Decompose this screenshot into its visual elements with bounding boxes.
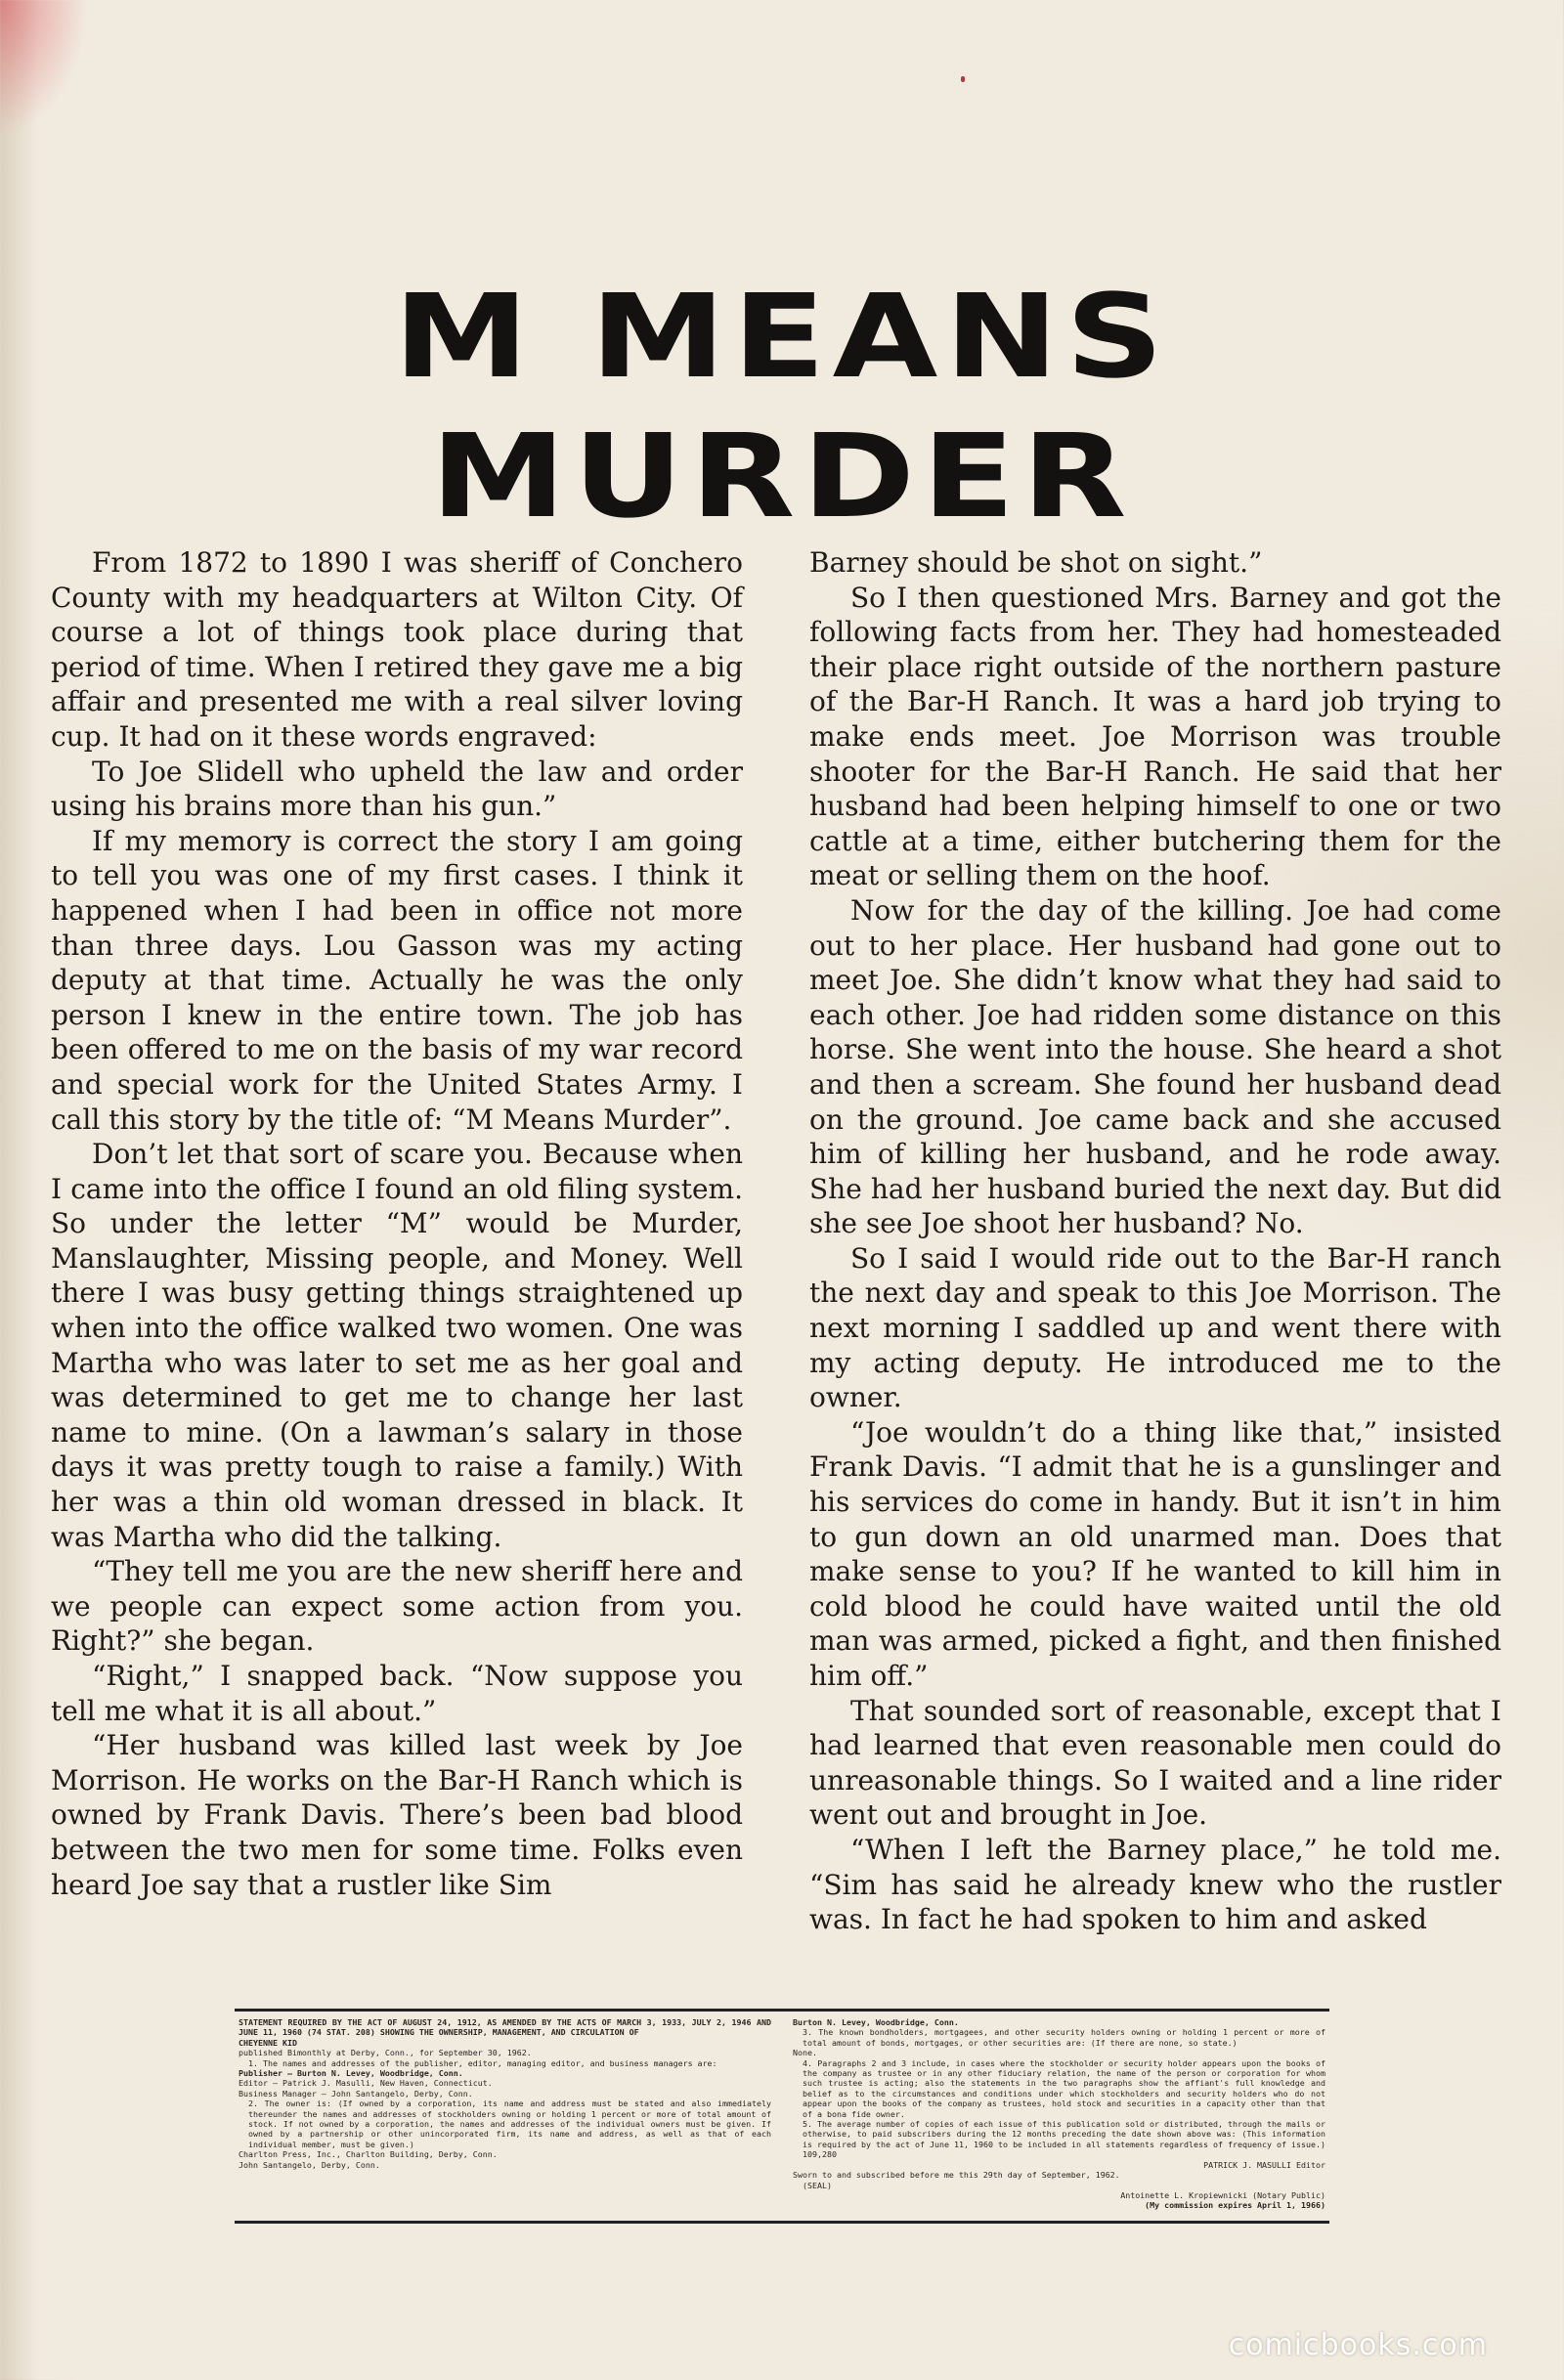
statement-heading: STATEMENT REQUIRED BY THE ACT OF AUGUST 24, 1912, AS AMENDED BY THE ACTS OF MARCH 3, 1933, JULY 2, 1946 AND JUNE 11, 1960 (74 STAT. 208) SHOWING THE OWNERSHIP, MANAGEMENT, AND CIRCULATION OF — [239, 2017, 771, 2038]
statement-signature: PATRICK J. MASULLI Editor — [1203, 2159, 1325, 2170]
paragraph: From 1872 to 1890 I was sheriff of Conchero County with my headquarters at Wilton City. Of course a lot of things took place during that period of time. When I retired they gave me a big affair and presented me with a real silver loving cup. It had on it these words engraved: — [51, 546, 743, 753]
statement-line: John Santangelo, Derby, Conn. — [239, 2159, 380, 2170]
story-title-line-2: MURDER — [430, 409, 1134, 543]
paragraph: To Joe Slidell who upheld the law and order using his brains more than his gun.” — [51, 755, 743, 823]
statement-line: 2. The owner is: (If owned by a corporation, its name and address must be stated and also immediately thereunder the names and addresses of stockholders owning or holding 1 percent or more of total amount of stock. If not owned by a corporation, the names and addresses of the individual owners must be given. If owned by a partnership or other unincorporated firm, its name and address, as well as that of each individual member, must be given.) — [248, 2099, 771, 2149]
paragraph: Barney should be shot on sight.” — [809, 546, 1263, 579]
paragraph: “They tell me you are the new sheriff here and we people can expect some action from you. Right?” she began. — [51, 1555, 743, 1658]
paragraph: So I then questioned Mrs. Barney and got the following facts from her. They had homesteaded their place right outside of the northern pasture of the Bar-H Ranch. It was a hard job trying to make ends meet. Joe Morrison was trouble shooter for the Bar-H Ranch. He said that her husband had been helping himself to one or two cattle at a time, either butchering them for the meat or selling them on the hoof. — [809, 581, 1501, 892]
statement-seal: (SEAL) — [803, 2180, 832, 2190]
paragraph: So I said I would ride out to the Bar-H ranch the next day and speak to this Joe Morrison. The next morning I saddled up and went there with my acting deputy. He introduced me to the owner. — [809, 1241, 1501, 1414]
ink-speck — [961, 76, 965, 82]
paragraph: “Her husband was killed last week by Joe Morrison. He works on the Bar-H Ranch which is owned by Frank Davis. There’s been bad blood between the two men for some time. Folks even heard Joe say that a rustler like Sim — [51, 1729, 743, 1901]
statement-line: 5. The average number of copies of each issue of this publication sold or distributed, through the mails or otherwise, to paid subscribers during the 12 months preceding the date shown above was: (This information is required by the act of June 11, 1960 to be included in all statements regardless of frequency of issue.) 109,280 — [803, 2119, 1325, 2160]
paragraph: “Joe wouldn’t do a thing like that,” insisted Frank Davis. “I admit that he is a gunslinger and his services do come in handy. But it isn’t in him to gun down an old unarmed man. Does that make sense to you? If he wanted to kill him in cold blood he could have waited until the old man was armed, picked a fight, and then finished him off.” — [809, 1415, 1501, 1692]
statement-line: Burton N. Levey, Woodbridge, Conn. — [793, 2017, 959, 2027]
story-column-right — [809, 545, 1501, 1937]
statement-line: Publisher — Burton N. Levey, Woodbridge, Conn. — [239, 2068, 463, 2079]
paragraph: “When I left the Barney place,” he told me. “Sim has said he already knew who the rustler was. In fact he had spoken to him and asked — [809, 1833, 1501, 1936]
statement-publication: CHEYENNE KID — [239, 2037, 297, 2048]
statement-line: 3. The known bondholders, mortgagees, and other security holders owning or holding 1 percent or more of total amount of bonds, mortgages, or other securities are: (If there are none, so state.) — [803, 2027, 1325, 2048]
statement-line: 4. Paragraphs 2 and 3 include, in cases where the stockholder or security holder appears upon the books of the company as trustee or in any other fiduciary relation, the name of the person or corporation for whom such trustee is acting; also the statements in the two paragraphs show the affiant's full knowledge and belief as to the circumstances and conditions under which stockholders and security holders who do not appear upon the books of the company as trustees, hold stock and securities in a capacity other than that of a bona fide owner. — [803, 2057, 1325, 2119]
statement-line: None. — [793, 2048, 817, 2058]
statement-column-left — [239, 2017, 771, 2215]
story-column-left — [51, 545, 743, 1902]
statement-line: Editor — Patrick J. Masulli, New Haven, Connecticut. — [239, 2078, 493, 2089]
watermark: comicbooks.com — [1228, 2328, 1488, 2362]
paragraph: Don’t let that sort of scare you. Because when I came into the office I found an old filing system. So under the letter “M” would be Murder, Manslaughter, Missing people, and Money. Well there I was busy getting things straightened up when into the office walked two women. One was Martha who was later to set me as her goal and was determined to get me to change her last name to mine. (On a lawman’s salary in those days it was pretty tough to raise a family.) With her was a thin old woman dressed in black. It was Martha who did the talking. — [51, 1138, 743, 1553]
story-title-line-1: M MEANS — [393, 269, 1171, 404]
statement-column-right — [793, 2017, 1325, 2215]
statement-line: Sworn to and subscribed before me this 29th day of September, 1962. — [793, 2170, 1120, 2181]
statement-notary: Antoinette L. Kropiewnicki (Notary Public) — [1120, 2189, 1325, 2200]
statement-line: published Bimonthly at Derby, Conn., for September 30, 1962. — [239, 2048, 532, 2058]
statement-line: Charlton Press, Inc., Charlton Building, Derby, Conn. — [239, 2149, 498, 2160]
statement-line: Business Manager — John Santangelo, Derby, Conn. — [239, 2088, 473, 2099]
paragraph: That sounded sort of reasonable, except that I had learned that even reasonable men could do unreasonable things. So I waited and a line rider went out and brought in Joe. — [809, 1694, 1501, 1832]
statement-commission: (My commission expires April 1, 1966) — [1145, 2200, 1325, 2211]
paragraph: “Right,” I snapped back. “Now suppose you tell me what it is all about.” — [51, 1660, 743, 1727]
paragraph: Now for the day of the killing. Joe had come out to her place. Her husband had gone out to meet Joe. She didn’t know what they had said to each other. Joe had ridden some distance on this horse. She went into the house. She heard a shot and then a scream. She found her husband dead on the ground. Joe came back and she accused him of killing her husband, and he rode away. She had her husband buried the next day. But did she see Joe shoot her husband? No. — [809, 893, 1501, 1240]
statement-line: 1. The names and addresses of the publisher, editor, managing editor, and business managers are: — [248, 2057, 717, 2068]
paragraph: If my memory is correct the story I am going to tell you was one of my first cases. I think it happened when I had been in office not more than three days. Lou Gasson was my acting deputy at that time. Actually he was the only person I knew in the entire town. The job has been offered to me on the basis of my war record and special work for the United States Army. I call this story by the title of: “M Means Murder”. — [51, 824, 743, 1136]
ownership-statement — [235, 2009, 1329, 2224]
